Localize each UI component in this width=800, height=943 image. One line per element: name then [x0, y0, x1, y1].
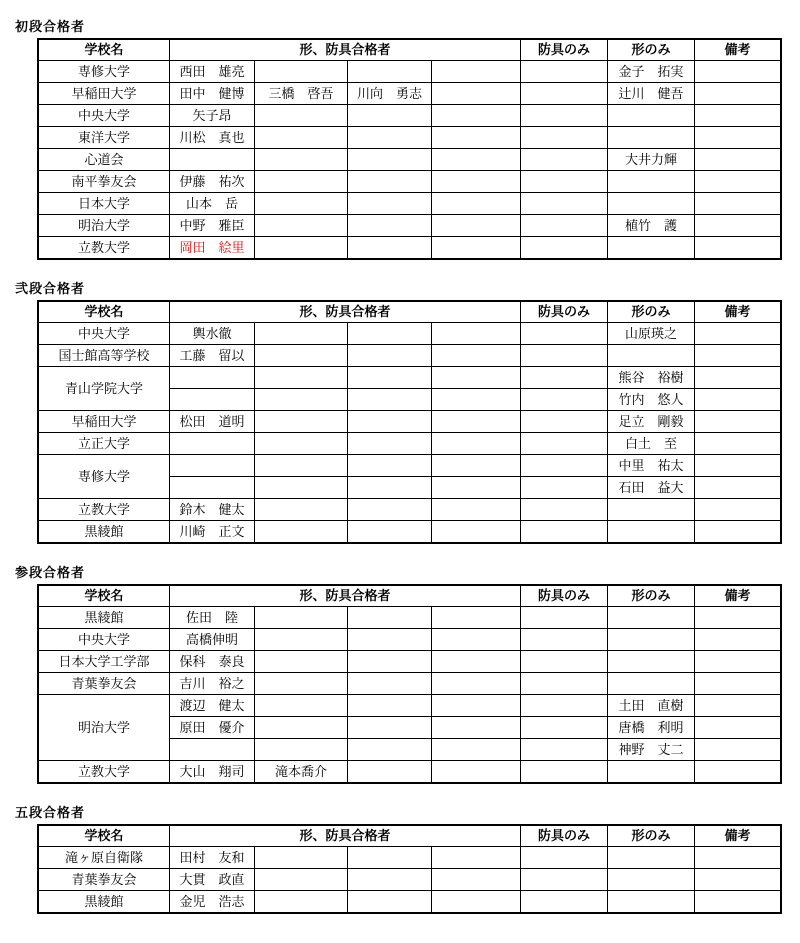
kata-only-cell [608, 521, 695, 543]
remarks-cell [695, 455, 781, 477]
name-cell [348, 607, 432, 629]
school-name-cell: 早稲田大学 [39, 83, 170, 105]
name-cell [348, 433, 432, 455]
school-name-cell: 東洋大学 [39, 127, 170, 149]
remarks-cell [695, 193, 781, 215]
kata-only-cell: 山原瑛之 [608, 323, 695, 345]
name-cell [348, 521, 432, 543]
remarks-cell [695, 607, 781, 629]
bogu-only-cell [521, 433, 608, 455]
name-cell [432, 105, 521, 127]
name-cell [255, 433, 348, 455]
kata-only-cell: 金子 拓実 [608, 61, 695, 83]
remarks-cell [695, 323, 781, 345]
column-header-remarks: 備考 [695, 586, 781, 607]
name-cell [348, 61, 432, 83]
name-cell [348, 499, 432, 521]
remarks-cell [695, 171, 781, 193]
name-cell [432, 717, 521, 739]
name-cell [255, 215, 348, 237]
name-cell [432, 193, 521, 215]
name-cell [255, 651, 348, 673]
dan-section-1 [15, 281, 800, 543]
school-name-cell: 日本大学工学部 [39, 651, 170, 673]
name-cell [255, 455, 348, 477]
remarks-cell [695, 891, 781, 913]
name-cell [432, 739, 521, 761]
table-row [39, 673, 781, 695]
column-header-kata-only: 形のみ [608, 826, 695, 847]
bogu-only-cell [521, 891, 608, 913]
name-cell [432, 673, 521, 695]
kata-only-cell: 熊谷 裕樹 [608, 367, 695, 389]
name-cell [432, 127, 521, 149]
name-cell [348, 695, 432, 717]
name-cell [432, 761, 521, 783]
remarks-cell [695, 237, 781, 259]
name-cell [348, 149, 432, 171]
table-row [39, 83, 781, 105]
column-header-bogu-only: 防具のみ [521, 586, 608, 607]
kata-only-cell [608, 891, 695, 913]
school-name-cell: 黒綾館 [39, 607, 170, 629]
name-cell [432, 521, 521, 543]
remarks-cell [695, 61, 781, 83]
name-cell [432, 149, 521, 171]
name-cell [432, 891, 521, 913]
remarks-cell [695, 869, 781, 891]
table-row [39, 433, 781, 455]
bogu-only-cell [521, 237, 608, 259]
name-cell [432, 367, 521, 389]
school-name-cell: 青葉拳友会 [39, 673, 170, 695]
name-cell [255, 389, 348, 411]
table-row [39, 499, 781, 521]
remarks-cell [695, 477, 781, 499]
table-row [39, 695, 781, 717]
name-cell: 三橋 啓吾 [255, 83, 348, 105]
school-name-cell: 立教大学 [39, 237, 170, 259]
name-cell: 保科 泰良 [170, 651, 255, 673]
column-header-school: 学校名 [39, 586, 170, 607]
kata-only-cell [608, 193, 695, 215]
name-cell: 田中 健博 [170, 83, 255, 105]
remarks-cell [695, 105, 781, 127]
school-name-cell: 立教大学 [39, 499, 170, 521]
name-cell [348, 869, 432, 891]
name-cell [432, 345, 521, 367]
bogu-only-cell [521, 673, 608, 695]
name-cell [170, 477, 255, 499]
kata-only-cell [608, 105, 695, 127]
bogu-only-cell [521, 761, 608, 783]
header-row [39, 302, 781, 323]
name-cell [432, 455, 521, 477]
school-name-cell: 黒綾館 [39, 521, 170, 543]
column-header-remarks: 備考 [695, 302, 781, 323]
name-cell: 中野 雅臣 [170, 215, 255, 237]
name-cell [348, 323, 432, 345]
school-name-cell: 専修大学 [39, 455, 170, 499]
school-name-cell: 明治大学 [39, 695, 170, 761]
section-title: 五段合格者 [15, 805, 86, 820]
bogu-only-cell [521, 847, 608, 869]
table-row [39, 149, 781, 171]
name-cell [432, 629, 521, 651]
section-title: 参段合格者 [15, 565, 86, 580]
column-header-pass-both: 形、防具合格者 [170, 586, 521, 607]
remarks-cell [695, 215, 781, 237]
name-cell [348, 215, 432, 237]
table-row [39, 323, 781, 345]
kata-only-cell: 中里 祐太 [608, 455, 695, 477]
bogu-only-cell [521, 477, 608, 499]
name-cell [348, 847, 432, 869]
name-cell [432, 171, 521, 193]
school-name-cell: 立正大学 [39, 433, 170, 455]
kata-only-cell: 植竹 護 [608, 215, 695, 237]
table-row [39, 629, 781, 651]
school-name-cell: 青山学院大学 [39, 367, 170, 411]
name-cell [432, 477, 521, 499]
bogu-only-cell [521, 717, 608, 739]
table-row [39, 455, 781, 477]
name-cell [432, 389, 521, 411]
table-row [39, 411, 781, 433]
remarks-cell [695, 717, 781, 739]
school-name-cell: 南平拳友会 [39, 171, 170, 193]
name-cell [348, 761, 432, 783]
name-cell [432, 411, 521, 433]
name-cell [255, 673, 348, 695]
name-cell: 松田 道明 [170, 411, 255, 433]
name-cell [432, 607, 521, 629]
school-name-cell: 中央大学 [39, 629, 170, 651]
table-row [39, 869, 781, 891]
kata-only-cell: 白土 至 [608, 433, 695, 455]
bogu-only-cell [521, 193, 608, 215]
kata-only-cell: 土田 直樹 [608, 695, 695, 717]
name-cell [255, 739, 348, 761]
table-row [39, 521, 781, 543]
name-cell [255, 105, 348, 127]
header-row [39, 40, 781, 61]
column-header-remarks: 備考 [695, 826, 781, 847]
name-cell: 川松 真也 [170, 127, 255, 149]
name-cell [432, 83, 521, 105]
name-cell [348, 193, 432, 215]
bogu-only-cell [521, 607, 608, 629]
bogu-only-cell [521, 83, 608, 105]
column-header-pass-both: 形、防具合格者 [170, 302, 521, 323]
bogu-only-cell [521, 171, 608, 193]
name-cell [432, 651, 521, 673]
name-cell [348, 127, 432, 149]
name-cell [255, 477, 348, 499]
kata-only-cell: 足立 剛毅 [608, 411, 695, 433]
name-cell [255, 869, 348, 891]
name-cell [432, 847, 521, 869]
name-cell [348, 739, 432, 761]
table-row [39, 105, 781, 127]
name-cell [348, 651, 432, 673]
name-cell [348, 455, 432, 477]
remarks-cell [695, 521, 781, 543]
name-cell: 川崎 正文 [170, 521, 255, 543]
school-name-cell: 心道会 [39, 149, 170, 171]
school-name-cell: 中央大学 [39, 323, 170, 345]
school-name-cell: 国士館高等学校 [39, 345, 170, 367]
name-cell [170, 367, 255, 389]
remarks-cell [695, 411, 781, 433]
bogu-only-cell [521, 499, 608, 521]
kata-only-cell [608, 127, 695, 149]
table-row [39, 761, 781, 783]
name-cell [348, 673, 432, 695]
remarks-cell [695, 433, 781, 455]
name-cell [255, 345, 348, 367]
name-cell: 岡田 絵里 [170, 237, 255, 259]
remarks-cell [695, 651, 781, 673]
table-row [39, 367, 781, 389]
name-cell [348, 891, 432, 913]
name-cell [432, 61, 521, 83]
name-cell [255, 521, 348, 543]
kata-only-cell [608, 607, 695, 629]
name-cell: 田村 友和 [170, 847, 255, 869]
kata-only-cell: 唐橋 利明 [608, 717, 695, 739]
name-cell [432, 433, 521, 455]
name-cell: 伊藤 祐次 [170, 171, 255, 193]
name-cell [348, 411, 432, 433]
name-cell [348, 717, 432, 739]
bogu-only-cell [521, 105, 608, 127]
name-cell [170, 739, 255, 761]
name-cell [432, 869, 521, 891]
column-header-pass-both: 形、防具合格者 [170, 40, 521, 61]
section-title: 初段合格者 [15, 19, 86, 34]
name-cell [255, 717, 348, 739]
bogu-only-cell [521, 367, 608, 389]
column-header-bogu-only: 防具のみ [521, 302, 608, 323]
name-cell: 佐田 陸 [170, 607, 255, 629]
school-name-cell: 早稲田大学 [39, 411, 170, 433]
name-cell: 大山 翔司 [170, 761, 255, 783]
table-row [39, 237, 781, 259]
name-cell [348, 477, 432, 499]
column-header-kata-only: 形のみ [608, 302, 695, 323]
school-name-cell: 明治大学 [39, 215, 170, 237]
remarks-cell [695, 149, 781, 171]
remarks-cell [695, 127, 781, 149]
column-header-pass-both: 形、防具合格者 [170, 826, 521, 847]
name-cell [255, 847, 348, 869]
table-row [39, 193, 781, 215]
column-header-kata-only: 形のみ [608, 40, 695, 61]
name-cell [255, 171, 348, 193]
name-cell [348, 629, 432, 651]
results-table [38, 39, 781, 259]
name-cell: 西田 雄亮 [170, 61, 255, 83]
name-cell [255, 237, 348, 259]
name-cell [348, 345, 432, 367]
name-cell: 山本 岳 [170, 193, 255, 215]
school-name-cell: 日本大学 [39, 193, 170, 215]
name-cell [348, 237, 432, 259]
name-cell [432, 237, 521, 259]
table-row [39, 345, 781, 367]
kata-only-cell [608, 171, 695, 193]
dan-section-2 [15, 565, 800, 783]
remarks-cell [695, 847, 781, 869]
bogu-only-cell [521, 739, 608, 761]
results-table [38, 825, 781, 913]
name-cell: 原田 優介 [170, 717, 255, 739]
kata-only-cell: 大井力輝 [608, 149, 695, 171]
name-cell: 金児 浩志 [170, 891, 255, 913]
kata-only-cell: 石田 益大 [608, 477, 695, 499]
table-row [39, 127, 781, 149]
bogu-only-cell [521, 455, 608, 477]
kata-only-cell [608, 869, 695, 891]
remarks-cell [695, 367, 781, 389]
name-cell: 鈴木 健太 [170, 499, 255, 521]
table-row [39, 891, 781, 913]
bogu-only-cell [521, 61, 608, 83]
kata-only-cell [608, 847, 695, 869]
name-cell [255, 149, 348, 171]
kata-only-cell [608, 673, 695, 695]
name-cell [170, 455, 255, 477]
bogu-only-cell [521, 651, 608, 673]
name-cell [348, 105, 432, 127]
name-cell: 大貫 政直 [170, 869, 255, 891]
name-cell: 渡辺 健太 [170, 695, 255, 717]
remarks-cell [695, 345, 781, 367]
column-header-remarks: 備考 [695, 40, 781, 61]
name-cell [348, 389, 432, 411]
name-cell [255, 193, 348, 215]
name-cell [170, 433, 255, 455]
bogu-only-cell [521, 869, 608, 891]
name-cell [255, 323, 348, 345]
dan-section-3 [15, 805, 800, 913]
column-header-school: 学校名 [39, 40, 170, 61]
remarks-cell [695, 761, 781, 783]
remarks-cell [695, 83, 781, 105]
kata-only-cell [608, 629, 695, 651]
column-header-bogu-only: 防具のみ [521, 826, 608, 847]
remarks-cell [695, 629, 781, 651]
school-name-cell: 黒綾館 [39, 891, 170, 913]
name-cell [255, 695, 348, 717]
bogu-only-cell [521, 215, 608, 237]
school-name-cell: 中央大学 [39, 105, 170, 127]
bogu-only-cell [521, 629, 608, 651]
bogu-only-cell [521, 389, 608, 411]
name-cell [255, 629, 348, 651]
table-row [39, 61, 781, 83]
bogu-only-cell [521, 411, 608, 433]
name-cell [255, 61, 348, 83]
name-cell [170, 149, 255, 171]
school-name-cell: 青葉拳友会 [39, 869, 170, 891]
kata-only-cell [608, 651, 695, 673]
name-cell [255, 127, 348, 149]
name-cell [255, 607, 348, 629]
name-cell [348, 367, 432, 389]
name-cell [170, 389, 255, 411]
header-row [39, 826, 781, 847]
column-header-school: 学校名 [39, 302, 170, 323]
school-name-cell: 立教大学 [39, 761, 170, 783]
name-cell: 輿水徹 [170, 323, 255, 345]
table-row [39, 171, 781, 193]
remarks-cell [695, 389, 781, 411]
name-cell: 矢子昂 [170, 105, 255, 127]
bogu-only-cell [521, 149, 608, 171]
school-name-cell: 専修大学 [39, 61, 170, 83]
column-header-school: 学校名 [39, 826, 170, 847]
name-cell [255, 891, 348, 913]
section-title: 弐段合格者 [15, 281, 86, 296]
remarks-cell [695, 695, 781, 717]
column-header-bogu-only: 防具のみ [521, 40, 608, 61]
bogu-only-cell [521, 345, 608, 367]
name-cell [432, 215, 521, 237]
remarks-cell [695, 739, 781, 761]
name-cell: 川向 勇志 [348, 83, 432, 105]
column-header-kata-only: 形のみ [608, 586, 695, 607]
bogu-only-cell [521, 127, 608, 149]
table-row [39, 607, 781, 629]
kata-only-cell [608, 499, 695, 521]
name-cell [255, 499, 348, 521]
remarks-cell [695, 673, 781, 695]
name-cell: 吉川 裕之 [170, 673, 255, 695]
name-cell [348, 171, 432, 193]
school-name-cell: 滝ヶ原自衛隊 [39, 847, 170, 869]
bogu-only-cell [521, 695, 608, 717]
name-cell [432, 323, 521, 345]
remarks-cell [695, 499, 781, 521]
results-table [38, 301, 781, 543]
name-cell: 滝本喬介 [255, 761, 348, 783]
table-row [39, 847, 781, 869]
kata-only-cell [608, 237, 695, 259]
kata-only-cell: 竹内 悠人 [608, 389, 695, 411]
header-row [39, 586, 781, 607]
bogu-only-cell [521, 521, 608, 543]
bogu-only-cell [521, 323, 608, 345]
table-row [39, 215, 781, 237]
kata-only-cell [608, 761, 695, 783]
name-cell [432, 499, 521, 521]
table-row [39, 651, 781, 673]
name-cell: 工藤 留以 [170, 345, 255, 367]
name-cell [255, 411, 348, 433]
results-table [38, 585, 781, 783]
name-cell: 高橋伸明 [170, 629, 255, 651]
kata-only-cell [608, 345, 695, 367]
name-cell [432, 695, 521, 717]
name-cell [255, 367, 348, 389]
kata-only-cell: 神野 丈二 [608, 739, 695, 761]
kata-only-cell: 辻川 健吾 [608, 83, 695, 105]
dan-section-0 [15, 19, 800, 259]
